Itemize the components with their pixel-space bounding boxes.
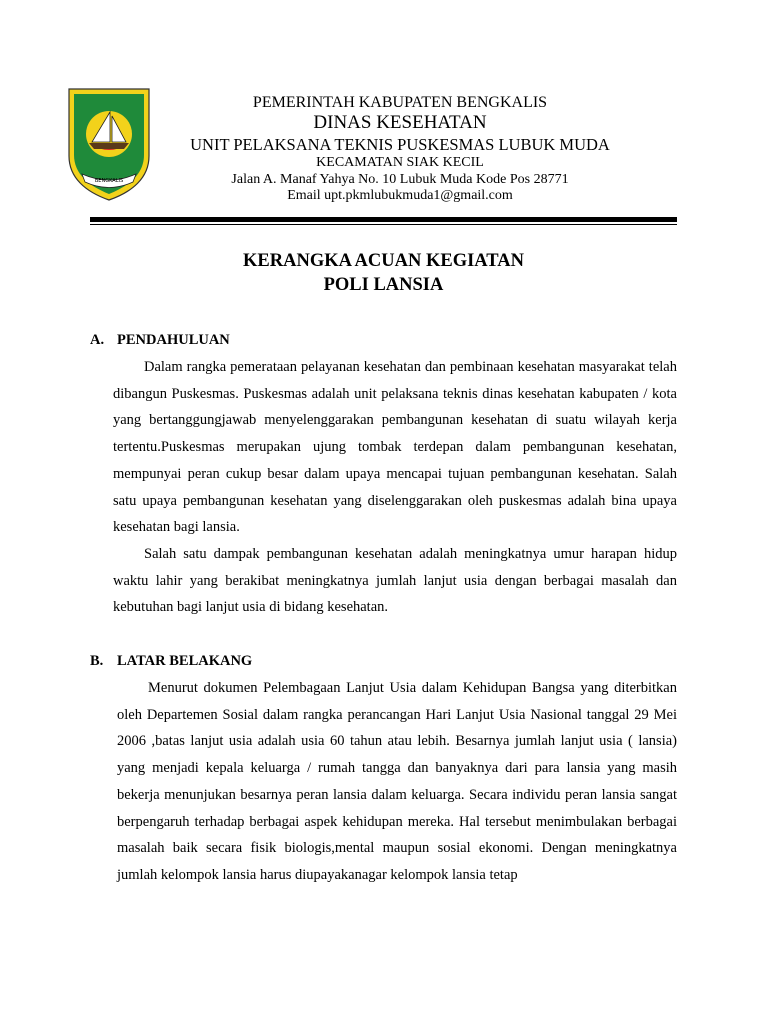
letterhead-unit: UNIT PELAKSANA TEKNIS PUSKESMAS LUBUK MUDA <box>190 134 610 154</box>
letterhead-agency: DINAS KESEHATAN <box>313 112 487 134</box>
letterhead <box>150 93 650 205</box>
paragraph: Dalam rangka pemerataan pelayanan kesehatan dan pembinaan kesehatan masyarakat telah dibangun Puskesmas. Puskesmas adalah unit pelaksana teknis dinas kesehatan kabupaten / kota yang bertanggungjawab menyelenggarakan pembangunan kesehatan di suatu wilayah kerja tertentu.Puskesmas merupakan ujung tombak terdepan dalam pembangunan kesehatan, mempunyai peran cukup besar dalam upaya mencapai tujuan pembangunan kesehatan. Salah satu upaya pembangunan kesehatan yang diselenggarakan oleh puskesmas adalah bina upaya kesehatan bagi lansia. <box>113 359 677 536</box>
document-title-line2: POLI LANSIA <box>323 275 444 295</box>
letterhead-divider-thick <box>90 217 677 222</box>
crest-ribbon-text: BENGKALIS <box>94 178 124 184</box>
letterhead-divider-thin <box>90 224 677 225</box>
letterhead-address: Jalan A. Manaf Yahya No. 10 Lubuk Muda Kode Pos 28771 <box>231 171 569 187</box>
paragraph: Menurut dokumen Pelembagaan Lanjut Usia dalam Kehidupan Bangsa yang diterbitkan oleh Departemen Sosial dalam rangka perancangan Hari Lanjut Usia Nasional tanggal 29 Mei 2006 ,batas lanjut usia adalah usia 60 tahun atau lebih. Besarnya jumlah lanjut usia ( lansia) yang menjadi kepala keluarga / rumah tangga dan banyaknya dari para lansia yang masih bekerja menunjukan besarnya peran lansia dalam keluarga. Secara individu peran lansia sangat berpengaruh terhadap berbagai aspek kehidupan mereka. Hal tersebut menimbulakan berbagai masalah baik secara fisik biologis,mental maupun sosial ekonomi. Dengan meningkatnya jumlah kelompok lansia harus diupayakanagar kelompok lansia tetap <box>117 680 677 883</box>
document-title-line1: KERANGKA ACUAN KEGIATAN <box>243 251 524 271</box>
document-title <box>90 249 677 297</box>
section-body-pendahuluan <box>113 354 677 621</box>
section-title: PENDAHULUAN <box>117 332 230 348</box>
section-letter: A. <box>90 332 105 348</box>
letterhead-government: PEMERINTAH KABUPATEN BENGKALIS <box>252 94 548 111</box>
section-heading-pendahuluan <box>90 332 230 349</box>
section-heading-latar-belakang <box>90 653 252 670</box>
letterhead-email: Email upt.pkmlubukmuda1@gmail.com <box>287 188 513 204</box>
letterhead-district: KECAMATAN SIAK KECIL <box>316 154 484 170</box>
bengkalis-regency-crest-icon <box>66 86 152 202</box>
section-body-latar-belakang <box>117 675 677 889</box>
section-letter: B. <box>90 653 104 669</box>
paragraph: Salah satu dampak pembangunan kesehatan adalah meningkatnya umur harapan hidup waktu lahir yang berakibat meningkatnya jumlah lanjut usia dengan berbagai masalah dan kebutuhan bagi lanjut usia di bidang kesehatan. <box>113 545 677 616</box>
section-title: LATAR BELAKANG <box>117 653 253 669</box>
